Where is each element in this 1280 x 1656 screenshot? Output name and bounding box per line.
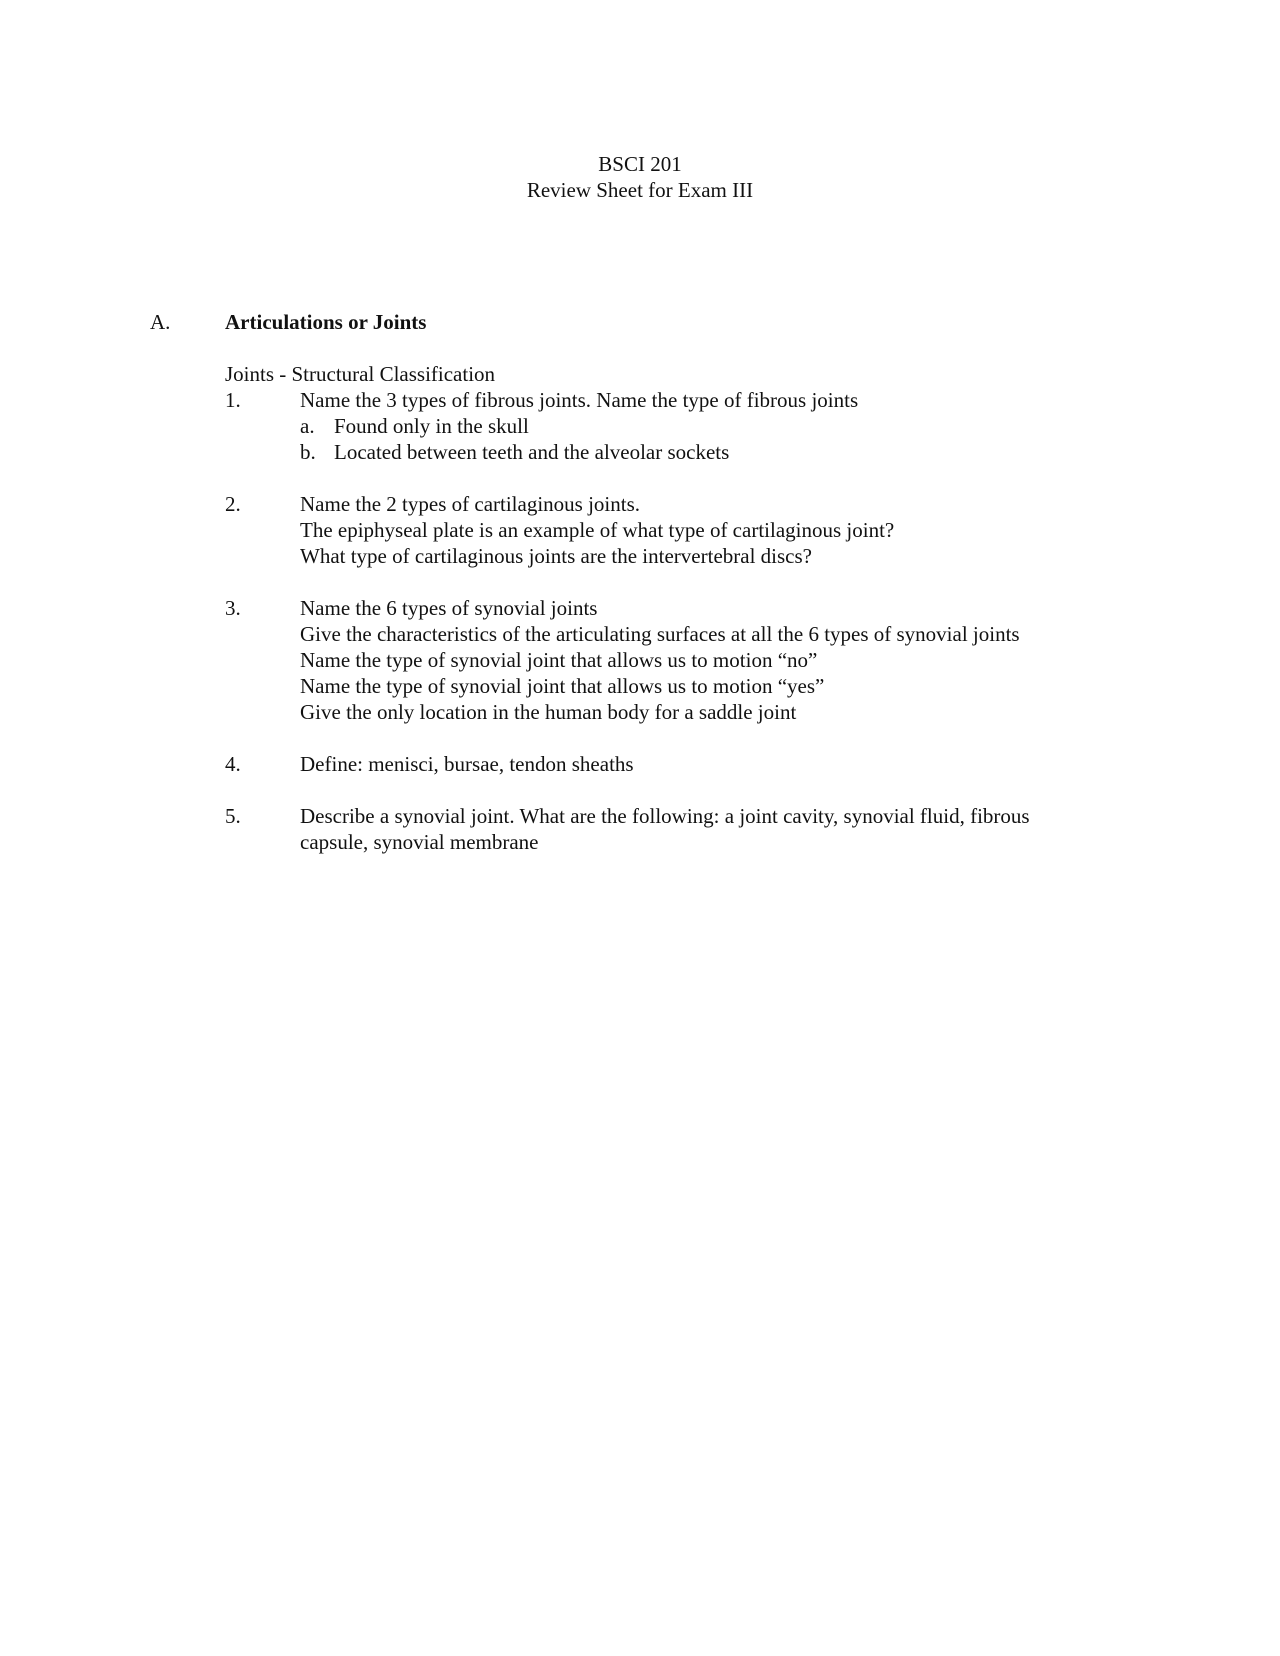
item-number: 5. [225,804,241,828]
item-body [300,595,1130,725]
sub-item-letter: a. [300,414,315,438]
item-body [300,491,1130,569]
item-line: Name the 6 types of synovial joints [300,596,598,620]
item-line: Define: menisci, bursae, tendon sheaths [300,752,634,776]
item-body [300,751,1130,777]
sub-item-text: Located between teeth and the alveolar sockets [334,440,730,464]
item-body [300,803,1130,855]
item-line: Describe a synovial joint. What are the following: a joint cavity, synovial fluid, fibrous [300,804,1030,828]
item-number: 1. [225,388,241,412]
item-line: What type of cartilaginous joints are the intervertebral discs? [300,544,812,568]
item-line: Give the only location in the human body for a saddle joint [300,700,797,724]
document-header [0,151,1280,203]
sub-item [300,413,1130,439]
section-subheading: Joints - Structural Classification [225,362,496,386]
item-line: Give the characteristics of the articulating surfaces at all the 6 types of synovial joints [300,622,1020,646]
item-line: The epiphyseal plate is an example of what type of cartilaginous joint? [300,518,895,542]
course-title: BSCI 201 [598,152,682,176]
sub-item-list [300,413,1130,465]
section-letter: A. [150,310,171,334]
item-line: Name the type of synovial joint that allows us to motion “no” [300,648,818,672]
item-number: 3. [225,596,241,620]
item-number: 2. [225,492,241,516]
item-line: Name the type of synovial joint that allows us to motion “yes” [300,674,825,698]
item-line: capsule, synovial membrane [300,830,539,854]
document-subtitle: Review Sheet for Exam III [526,178,754,202]
section-heading: Articulations or Joints [225,310,427,334]
sub-item [300,439,1130,465]
item-body [300,387,1130,465]
item-line: Name the 3 types of fibrous joints. Name the type of fibrous joints [300,388,859,412]
sub-item-text: Found only in the skull [334,414,529,438]
sub-item-letter: b. [300,440,316,464]
item-number: 4. [225,752,241,776]
item-line: Name the 2 types of cartilaginous joints. [300,492,641,516]
